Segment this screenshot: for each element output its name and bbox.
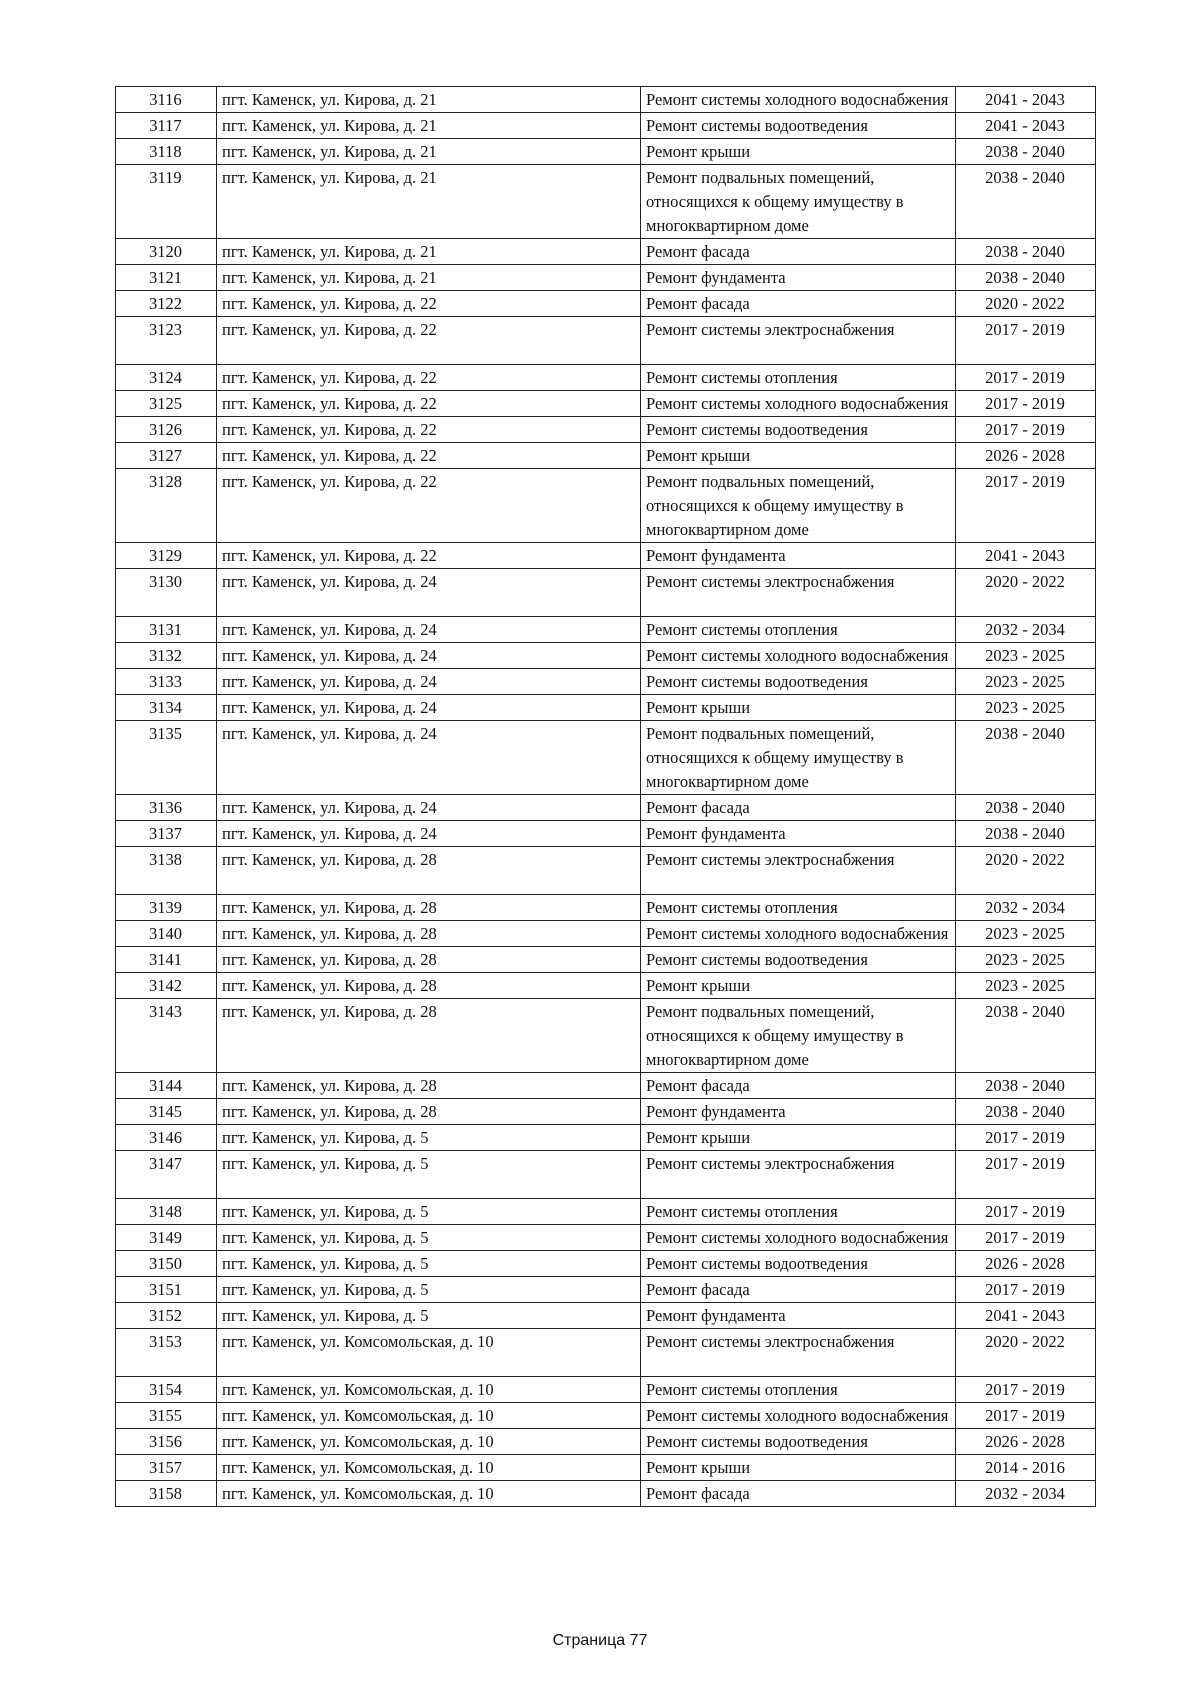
period-cell: 2017 - 2019 — [956, 1225, 1096, 1251]
work-type-cell: Ремонт системы отопления — [641, 1199, 956, 1225]
work-type-cell: Ремонт системы электроснабжения — [641, 847, 956, 895]
table-row — [116, 999, 1096, 1073]
period-cell: 2017 - 2019 — [956, 1277, 1096, 1303]
period-cell: 2038 - 2040 — [956, 1099, 1096, 1125]
row-number-cell: 3156 — [116, 1429, 217, 1455]
period-cell: 2041 - 2043 — [956, 543, 1096, 569]
row-number-cell: 3124 — [116, 365, 217, 391]
address-cell: пгт. Каменск, ул. Кирова, д. 22 — [217, 543, 641, 569]
work-type-cell: Ремонт системы водоотведения — [641, 113, 956, 139]
work-type-cell: Ремонт подвальных помещений, относящихся к общему имуществу в многоквартирном доме — [641, 469, 956, 543]
row-number-cell: 3140 — [116, 921, 217, 947]
period-cell: 2017 - 2019 — [956, 317, 1096, 365]
period-cell: 2038 - 2040 — [956, 139, 1096, 165]
work-type-cell: Ремонт фундамента — [641, 1303, 956, 1329]
table-row — [116, 139, 1096, 165]
row-number-cell: 3117 — [116, 113, 217, 139]
address-cell: пгт. Каменск, ул. Кирова, д. 22 — [217, 391, 641, 417]
table-row — [116, 643, 1096, 669]
table-row — [116, 1329, 1096, 1377]
period-cell: 2017 - 2019 — [956, 391, 1096, 417]
period-cell: 2014 - 2016 — [956, 1455, 1096, 1481]
row-number-cell: 3147 — [116, 1151, 217, 1199]
period-cell: 2038 - 2040 — [956, 999, 1096, 1073]
work-type-cell: Ремонт системы водоотведения — [641, 417, 956, 443]
row-number-cell: 3118 — [116, 139, 217, 165]
address-cell: пгт. Каменск, ул. Кирова, д. 5 — [217, 1225, 641, 1251]
period-cell: 2017 - 2019 — [956, 1125, 1096, 1151]
row-number-cell: 3121 — [116, 265, 217, 291]
work-type-cell: Ремонт системы водоотведения — [641, 669, 956, 695]
table-row — [116, 1429, 1096, 1455]
address-cell: пгт. Каменск, ул. Кирова, д. 22 — [217, 365, 641, 391]
period-cell: 2038 - 2040 — [956, 165, 1096, 239]
table-row — [116, 695, 1096, 721]
repair-schedule-table — [115, 86, 1096, 1507]
address-cell: пгт. Каменск, ул. Кирова, д. 24 — [217, 569, 641, 617]
table-row — [116, 365, 1096, 391]
row-number-cell: 3138 — [116, 847, 217, 895]
period-cell: 2038 - 2040 — [956, 795, 1096, 821]
row-number-cell: 3143 — [116, 999, 217, 1073]
address-cell: пгт. Каменск, ул. Кирова, д. 28 — [217, 847, 641, 895]
table-row — [116, 1251, 1096, 1277]
work-type-cell: Ремонт системы отопления — [641, 365, 956, 391]
table-row — [116, 1377, 1096, 1403]
row-number-cell: 3137 — [116, 821, 217, 847]
row-number-cell: 3148 — [116, 1199, 217, 1225]
period-cell: 2026 - 2028 — [956, 443, 1096, 469]
period-cell: 2020 - 2022 — [956, 291, 1096, 317]
table-row — [116, 165, 1096, 239]
period-cell: 2032 - 2034 — [956, 617, 1096, 643]
row-number-cell: 3127 — [116, 443, 217, 469]
row-number-cell: 3149 — [116, 1225, 217, 1251]
address-cell: пгт. Каменск, ул. Комсомольская, д. 10 — [217, 1377, 641, 1403]
row-number-cell: 3151 — [116, 1277, 217, 1303]
table-row — [116, 291, 1096, 317]
period-cell: 2020 - 2022 — [956, 1329, 1096, 1377]
table-row — [116, 317, 1096, 365]
address-cell: пгт. Каменск, ул. Кирова, д. 22 — [217, 417, 641, 443]
row-number-cell: 3145 — [116, 1099, 217, 1125]
address-cell: пгт. Каменск, ул. Кирова, д. 24 — [217, 821, 641, 847]
table-row — [116, 239, 1096, 265]
work-type-cell: Ремонт системы водоотведения — [641, 1251, 956, 1277]
period-cell: 2017 - 2019 — [956, 365, 1096, 391]
work-type-cell: Ремонт фасада — [641, 1073, 956, 1099]
table-row — [116, 847, 1096, 895]
table-row — [116, 265, 1096, 291]
row-number-cell: 3132 — [116, 643, 217, 669]
work-type-cell: Ремонт системы электроснабжения — [641, 569, 956, 617]
table-row — [116, 1199, 1096, 1225]
row-number-cell: 3129 — [116, 543, 217, 569]
table-row — [116, 821, 1096, 847]
table-row — [116, 469, 1096, 543]
row-number-cell: 3128 — [116, 469, 217, 543]
table-row — [116, 721, 1096, 795]
address-cell: пгт. Каменск, ул. Кирова, д. 24 — [217, 795, 641, 821]
work-type-cell: Ремонт фундамента — [641, 543, 956, 569]
period-cell: 2023 - 2025 — [956, 643, 1096, 669]
table-body — [116, 87, 1096, 1507]
work-type-cell: Ремонт подвальных помещений, относящихся к общему имуществу в многоквартирном доме — [641, 999, 956, 1073]
period-cell: 2038 - 2040 — [956, 721, 1096, 795]
address-cell: пгт. Каменск, ул. Кирова, д. 28 — [217, 895, 641, 921]
row-number-cell: 3133 — [116, 669, 217, 695]
row-number-cell: 3134 — [116, 695, 217, 721]
address-cell: пгт. Каменск, ул. Кирова, д. 21 — [217, 113, 641, 139]
address-cell: пгт. Каменск, ул. Кирова, д. 24 — [217, 695, 641, 721]
table-row — [116, 617, 1096, 643]
address-cell: пгт. Каменск, ул. Кирова, д. 21 — [217, 87, 641, 113]
period-cell: 2020 - 2022 — [956, 847, 1096, 895]
period-cell: 2023 - 2025 — [956, 973, 1096, 999]
address-cell: пгт. Каменск, ул. Кирова, д. 5 — [217, 1151, 641, 1199]
table-row — [116, 1403, 1096, 1429]
period-cell: 2038 - 2040 — [956, 265, 1096, 291]
work-type-cell: Ремонт системы холодного водоснабжения — [641, 1403, 956, 1429]
row-number-cell: 3155 — [116, 1403, 217, 1429]
table-row — [116, 895, 1096, 921]
table-row — [116, 1277, 1096, 1303]
period-cell: 2032 - 2034 — [956, 1481, 1096, 1507]
address-cell: пгт. Каменск, ул. Кирова, д. 22 — [217, 469, 641, 543]
work-type-cell: Ремонт крыши — [641, 695, 956, 721]
row-number-cell: 3119 — [116, 165, 217, 239]
table-row — [116, 443, 1096, 469]
period-cell: 2041 - 2043 — [956, 1303, 1096, 1329]
work-type-cell: Ремонт крыши — [641, 139, 956, 165]
work-type-cell: Ремонт системы холодного водоснабжения — [641, 391, 956, 417]
work-type-cell: Ремонт системы отопления — [641, 895, 956, 921]
address-cell: пгт. Каменск, ул. Кирова, д. 22 — [217, 443, 641, 469]
table-row — [116, 1225, 1096, 1251]
table-row — [116, 795, 1096, 821]
work-type-cell: Ремонт крыши — [641, 1125, 956, 1151]
period-cell: 2026 - 2028 — [956, 1429, 1096, 1455]
row-number-cell: 3141 — [116, 947, 217, 973]
table-row — [116, 973, 1096, 999]
address-cell: пгт. Каменск, ул. Кирова, д. 28 — [217, 1099, 641, 1125]
period-cell: 2023 - 2025 — [956, 695, 1096, 721]
address-cell: пгт. Каменск, ул. Кирова, д. 28 — [217, 973, 641, 999]
address-cell: пгт. Каменск, ул. Кирова, д. 22 — [217, 291, 641, 317]
table-row — [116, 1303, 1096, 1329]
row-number-cell: 3126 — [116, 417, 217, 443]
period-cell: 2017 - 2019 — [956, 469, 1096, 543]
row-number-cell: 3139 — [116, 895, 217, 921]
period-cell: 2026 - 2028 — [956, 1251, 1096, 1277]
period-cell: 2017 - 2019 — [956, 1403, 1096, 1429]
row-number-cell: 3150 — [116, 1251, 217, 1277]
table-row — [116, 921, 1096, 947]
row-number-cell: 3131 — [116, 617, 217, 643]
table-row — [116, 1073, 1096, 1099]
page-number: Страница 77 — [552, 1632, 648, 1649]
address-cell: пгт. Каменск, ул. Комсомольская, д. 10 — [217, 1329, 641, 1377]
work-type-cell: Ремонт системы электроснабжения — [641, 317, 956, 365]
address-cell: пгт. Каменск, ул. Комсомольская, д. 10 — [217, 1403, 641, 1429]
period-cell: 2023 - 2025 — [956, 947, 1096, 973]
work-type-cell: Ремонт фасада — [641, 1277, 956, 1303]
work-type-cell: Ремонт системы отопления — [641, 617, 956, 643]
work-type-cell: Ремонт системы холодного водоснабжения — [641, 643, 956, 669]
period-cell: 2023 - 2025 — [956, 921, 1096, 947]
work-type-cell: Ремонт системы холодного водоснабжения — [641, 921, 956, 947]
address-cell: пгт. Каменск, ул. Комсомольская, д. 10 — [217, 1455, 641, 1481]
table-row — [116, 391, 1096, 417]
address-cell: пгт. Каменск, ул. Кирова, д. 21 — [217, 139, 641, 165]
work-type-cell: Ремонт фундамента — [641, 265, 956, 291]
row-number-cell: 3144 — [116, 1073, 217, 1099]
work-type-cell: Ремонт системы водоотведения — [641, 947, 956, 973]
address-cell: пгт. Каменск, ул. Комсомольская, д. 10 — [217, 1429, 641, 1455]
table-row — [116, 1481, 1096, 1507]
period-cell: 2017 - 2019 — [956, 1377, 1096, 1403]
row-number-cell: 3152 — [116, 1303, 217, 1329]
work-type-cell: Ремонт фундамента — [641, 1099, 956, 1125]
work-type-cell: Ремонт фасада — [641, 795, 956, 821]
table-row — [116, 947, 1096, 973]
address-cell: пгт. Каменск, ул. Кирова, д. 5 — [217, 1277, 641, 1303]
row-number-cell: 3153 — [116, 1329, 217, 1377]
row-number-cell: 3142 — [116, 973, 217, 999]
row-number-cell: 3123 — [116, 317, 217, 365]
work-type-cell: Ремонт фундамента — [641, 821, 956, 847]
period-cell: 2038 - 2040 — [956, 239, 1096, 265]
address-cell: пгт. Каменск, ул. Кирова, д. 28 — [217, 999, 641, 1073]
work-type-cell: Ремонт крыши — [641, 1455, 956, 1481]
table-row — [116, 1099, 1096, 1125]
period-cell: 2020 - 2022 — [956, 569, 1096, 617]
work-type-cell: Ремонт системы электроснабжения — [641, 1151, 956, 1199]
work-type-cell: Ремонт системы электроснабжения — [641, 1329, 956, 1377]
table-row — [116, 417, 1096, 443]
address-cell: пгт. Каменск, ул. Кирова, д. 5 — [217, 1251, 641, 1277]
work-type-cell: Ремонт системы холодного водоснабжения — [641, 87, 956, 113]
address-cell: пгт. Каменск, ул. Кирова, д. 5 — [217, 1303, 641, 1329]
row-number-cell: 3130 — [116, 569, 217, 617]
period-cell: 2041 - 2043 — [956, 113, 1096, 139]
address-cell: пгт. Каменск, ул. Кирова, д. 28 — [217, 947, 641, 973]
period-cell: 2041 - 2043 — [956, 87, 1096, 113]
row-number-cell: 3154 — [116, 1377, 217, 1403]
row-number-cell: 3116 — [116, 87, 217, 113]
row-number-cell: 3122 — [116, 291, 217, 317]
table-row — [116, 1125, 1096, 1151]
address-cell: пгт. Каменск, ул. Комсомольская, д. 10 — [217, 1481, 641, 1507]
work-type-cell: Ремонт подвальных помещений, относящихся к общему имуществу в многоквартирном доме — [641, 721, 956, 795]
work-type-cell: Ремонт системы водоотведения — [641, 1429, 956, 1455]
address-cell: пгт. Каменск, ул. Кирова, д. 24 — [217, 721, 641, 795]
row-number-cell: 3135 — [116, 721, 217, 795]
address-cell: пгт. Каменск, ул. Кирова, д. 24 — [217, 617, 641, 643]
address-cell: пгт. Каменск, ул. Кирова, д. 5 — [217, 1199, 641, 1225]
address-cell: пгт. Каменск, ул. Кирова, д. 28 — [217, 921, 641, 947]
period-cell: 2038 - 2040 — [956, 1073, 1096, 1099]
work-type-cell: Ремонт фасада — [641, 291, 956, 317]
row-number-cell: 3158 — [116, 1481, 217, 1507]
work-type-cell: Ремонт крыши — [641, 973, 956, 999]
table-row — [116, 569, 1096, 617]
address-cell: пгт. Каменск, ул. Кирова, д. 5 — [217, 1125, 641, 1151]
table-row — [116, 87, 1096, 113]
row-number-cell: 3125 — [116, 391, 217, 417]
work-type-cell: Ремонт подвальных помещений, относящихся к общему имуществу в многоквартирном доме — [641, 165, 956, 239]
work-type-cell: Ремонт системы отопления — [641, 1377, 956, 1403]
address-cell: пгт. Каменск, ул. Кирова, д. 28 — [217, 1073, 641, 1099]
period-cell: 2017 - 2019 — [956, 1199, 1096, 1225]
work-type-cell: Ремонт системы холодного водоснабжения — [641, 1225, 956, 1251]
table-row — [116, 1455, 1096, 1481]
period-cell: 2023 - 2025 — [956, 669, 1096, 695]
address-cell: пгт. Каменск, ул. Кирова, д. 21 — [217, 239, 641, 265]
table-row — [116, 669, 1096, 695]
work-type-cell: Ремонт фасада — [641, 1481, 956, 1507]
address-cell: пгт. Каменск, ул. Кирова, д. 22 — [217, 317, 641, 365]
period-cell: 2017 - 2019 — [956, 1151, 1096, 1199]
table-row — [116, 113, 1096, 139]
period-cell: 2032 - 2034 — [956, 895, 1096, 921]
row-number-cell: 3146 — [116, 1125, 217, 1151]
period-cell: 2017 - 2019 — [956, 417, 1096, 443]
table-row — [116, 1151, 1096, 1199]
work-type-cell: Ремонт фасада — [641, 239, 956, 265]
period-cell: 2038 - 2040 — [956, 821, 1096, 847]
row-number-cell: 3157 — [116, 1455, 217, 1481]
address-cell: пгт. Каменск, ул. Кирова, д. 24 — [217, 669, 641, 695]
row-number-cell: 3120 — [116, 239, 217, 265]
work-type-cell: Ремонт крыши — [641, 443, 956, 469]
table-row — [116, 543, 1096, 569]
address-cell: пгт. Каменск, ул. Кирова, д. 21 — [217, 165, 641, 239]
address-cell: пгт. Каменск, ул. Кирова, д. 21 — [217, 265, 641, 291]
address-cell: пгт. Каменск, ул. Кирова, д. 24 — [217, 643, 641, 669]
row-number-cell: 3136 — [116, 795, 217, 821]
